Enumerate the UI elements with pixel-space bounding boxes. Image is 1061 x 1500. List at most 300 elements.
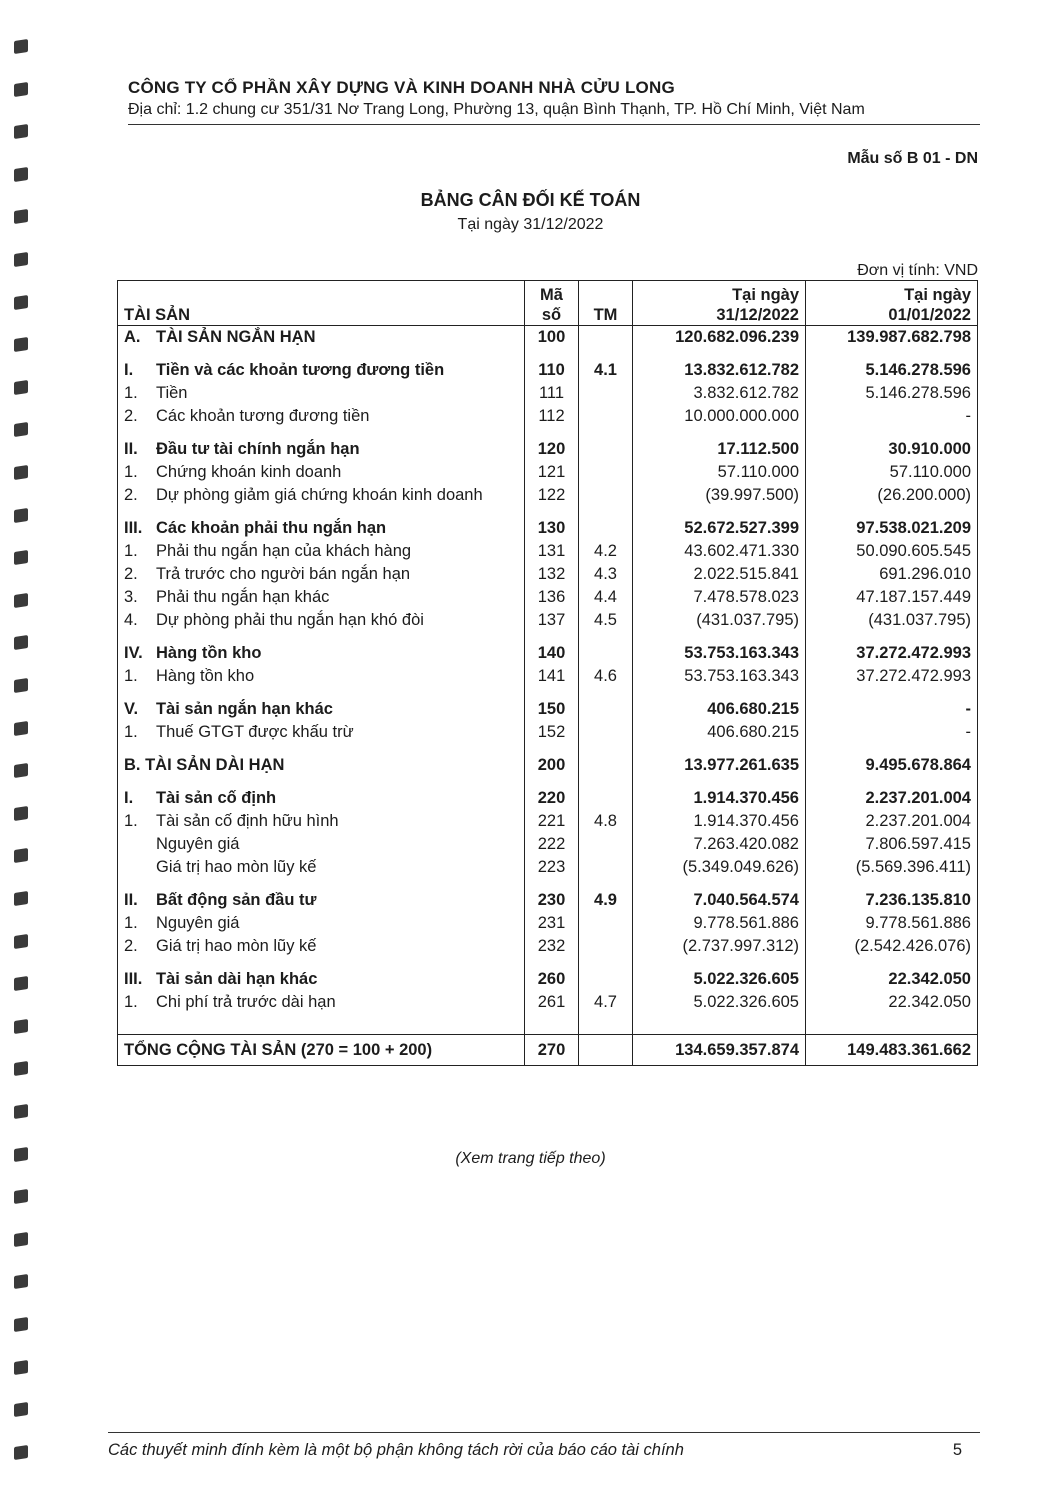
row-note: 4.2 [579,540,633,563]
row-previous-value: 2.237.201.004 [806,810,978,833]
row-current-value: 1.914.370.456 [633,810,806,833]
row-code: 120 [525,438,579,461]
spacer-cell [633,879,806,889]
binding-hole [14,763,28,778]
table-row [118,517,978,540]
binding-hole [14,1317,28,1332]
row-label [118,665,525,688]
row-current-value: 9.778.561.886 [633,912,806,935]
row-note: 4.3 [579,563,633,586]
row-label [118,563,525,586]
spacer-cell [118,777,525,787]
row-previous-value: 7.236.135.810 [806,889,978,912]
row-index: 3. [124,588,138,606]
row-index: 1. [124,667,138,685]
binding-hole [14,976,28,991]
row-index: 4. [124,611,138,629]
row-previous-value: 9.495.678.864 [806,754,978,777]
spacer-cell [806,349,978,359]
total-note [579,1035,633,1066]
row-current-value: 13.977.261.635 [633,754,806,777]
row-note: 4.7 [579,991,633,1014]
row-previous-value: (2.542.426.076) [806,935,978,958]
spacer-cell [525,879,579,889]
row-note [579,856,633,879]
spacer-row [118,879,978,889]
spacer-cell [118,507,525,517]
spacer-cell [633,428,806,438]
row-label-text: Chứng khoán kinh doanh [156,463,342,481]
row-current-value: (39.997.500) [633,484,806,507]
row-label [118,405,525,428]
spacer-row [118,632,978,642]
balance-sheet-table [117,280,978,1066]
binding-hole [14,1104,28,1119]
header-note: TM [579,281,633,326]
row-note [579,787,633,810]
table-row [118,665,978,688]
spacer-cell [579,879,633,889]
table-row [118,721,978,744]
row-label [118,382,525,405]
row-code: 261 [525,991,579,1014]
row-label-text: Nguyên giá [156,835,240,853]
row-index: III. [124,970,143,988]
row-current-value: 7.040.564.574 [633,889,806,912]
company-name: CÔNG TY CỔ PHẦN XÂY DỰNG VÀ KINH DOANH NHÀ CỬU LONG [128,78,675,97]
row-code: 122 [525,484,579,507]
row-code: 132 [525,563,579,586]
total-previous-value: 149.483.361.662 [806,1035,978,1066]
row-current-value: 7.478.578.023 [633,586,806,609]
spacer-cell [525,777,579,787]
spacer-cell [806,744,978,754]
binding-hole [14,721,28,736]
row-current-value: 43.602.471.330 [633,540,806,563]
row-current-value: 52.672.527.399 [633,517,806,540]
row-index: A. [124,328,141,346]
document-header [128,78,980,125]
spacer-row [118,1024,978,1035]
spacer-cell [806,688,978,698]
table-row [118,563,978,586]
row-note [579,935,633,958]
spacer-cell [118,632,525,642]
row-note [579,698,633,721]
row-label [118,968,525,991]
row-current-value: 53.753.163.343 [633,642,806,665]
row-label-text: Dự phòng giảm giá chứng khoán kinh doanh [156,486,483,504]
row-code: 112 [525,405,579,428]
spacer-cell [525,632,579,642]
binding-hole [14,934,28,949]
row-label [118,833,525,856]
row-label-text: Dự phòng phải thu ngắn hạn khó đòi [156,611,424,629]
spacer-cell [579,428,633,438]
row-code: 232 [525,935,579,958]
spacer-cell [579,349,633,359]
row-previous-value: 37.272.472.993 [806,642,978,665]
page-number: 5 [952,1441,962,1459]
binding-hole [14,1232,28,1247]
row-note: 4.8 [579,810,633,833]
spacer-cell [806,1014,978,1024]
continue-note: (Xem trang tiếp theo) [455,1150,606,1167]
row-note [579,754,633,777]
row-current-value: 57.110.000 [633,461,806,484]
row-label-text: Tiền [156,384,188,402]
binding-hole [14,124,28,139]
row-label [118,810,525,833]
binding-hole [14,39,28,54]
table-row [118,326,978,350]
row-index: 2. [124,565,138,583]
row-previous-value: 97.538.021.209 [806,517,978,540]
table-row [118,438,978,461]
spacer-row [118,958,978,968]
spacer-cell [633,777,806,787]
table-row [118,461,978,484]
row-label [118,754,525,777]
spacer-cell [525,958,579,968]
row-note [579,517,633,540]
row-label-text: Chi phí trả trước dài hạn [156,993,336,1011]
row-code: 220 [525,787,579,810]
row-index: 1. [124,463,138,481]
page-footer [108,1432,980,1460]
header-code-line1: Mã [540,286,563,304]
spacer-cell [525,1014,579,1024]
row-previous-value: 9.778.561.886 [806,912,978,935]
spacer-cell [633,632,806,642]
row-index: 1. [124,723,138,741]
row-code: 231 [525,912,579,935]
row-label-text: Trả trước cho người bán ngắn hạn [156,565,411,583]
row-current-value: 1.914.370.456 [633,787,806,810]
spacer-cell [118,1024,525,1035]
table-row [118,698,978,721]
row-note: 4.6 [579,665,633,688]
row-previous-value: 30.910.000 [806,438,978,461]
binding-hole [14,82,28,97]
row-note [579,912,633,935]
row-previous-value: 5.146.278.596 [806,359,978,382]
header-current-line2: 31/12/2022 [716,306,799,324]
row-current-value: 5.022.326.605 [633,991,806,1014]
row-label-text: Tiền và các khoản tương đương tiền [156,361,445,379]
table-row [118,609,978,632]
row-note [579,382,633,405]
total-current-value: 134.659.357.874 [633,1035,806,1066]
row-label [118,912,525,935]
page-title: BẢNG CÂN ĐỐI KẾ TOÁN [420,190,641,210]
row-current-value: 17.112.500 [633,438,806,461]
row-code: 136 [525,586,579,609]
row-previous-value: - [806,721,978,744]
row-previous-value: 691.296.010 [806,563,978,586]
spacer-cell [118,879,525,889]
row-code: 121 [525,461,579,484]
row-previous-value: 57.110.000 [806,461,978,484]
binding-hole [14,252,28,267]
header-previous [806,281,978,326]
row-current-value: 406.680.215 [633,721,806,744]
binding-hole [14,1402,28,1417]
spacer-row [118,428,978,438]
table-row [118,889,978,912]
spacer-cell [806,428,978,438]
row-label [118,935,525,958]
spacer-cell [525,507,579,517]
binding-hole [14,1019,28,1034]
spacer-cell [579,777,633,787]
spacer-row [118,1014,978,1024]
spacer-cell [579,1014,633,1024]
spacer-row [118,349,978,359]
row-current-value: (5.349.049.626) [633,856,806,879]
row-label-text: Đầu tư tài chính ngắn hạn [156,440,360,458]
row-previous-value: (431.037.795) [806,609,978,632]
footer-text: Các thuyết minh đính kèm là một bộ phận không tách rời của báo cáo tài chính [108,1441,684,1459]
row-index: I. [124,361,134,379]
spacer-cell [806,507,978,517]
row-index: 2. [124,486,138,504]
row-label-text: Bất động sản đầu tư [156,891,317,909]
spacer-cell [579,744,633,754]
row-code: 100 [525,326,579,350]
row-code: 110 [525,359,579,382]
row-label-text: Các khoản tương đương tiền [156,407,370,425]
header-previous-line1: Tại ngày [904,286,971,304]
row-label-text: Thuế GTGT được khấu trừ [156,723,354,741]
header-previous-line2: 01/01/2022 [888,306,971,324]
spacer-cell [806,1024,978,1035]
row-label-text: B. TÀI SẢN DÀI HẠN [124,756,285,774]
row-code: 230 [525,889,579,912]
row-code: 131 [525,540,579,563]
row-label [118,721,525,744]
form-code: Mẫu số B 01 - DN [847,150,978,167]
spacer-cell [525,1024,579,1035]
row-previous-value: 50.090.605.545 [806,540,978,563]
row-label-text: Giá trị hao mòn lũy kế [156,858,317,876]
row-current-value: 2.022.515.841 [633,563,806,586]
total-label: TỔNG CỘNG TÀI SẢN (270 = 100 + 200) [118,1035,525,1066]
row-index: 2. [124,407,138,425]
spacer-row [118,507,978,517]
table-row [118,912,978,935]
binding-hole [14,508,28,523]
row-label-text: Phải thu ngắn hạn khác [156,588,330,606]
row-label-text: Hàng tồn kho [156,667,255,685]
row-previous-value: 5.146.278.596 [806,382,978,405]
row-code: 152 [525,721,579,744]
row-current-value: 3.832.612.782 [633,382,806,405]
spacer-cell [633,744,806,754]
row-code: 221 [525,810,579,833]
row-label [118,787,525,810]
row-index: IV. [124,644,143,662]
table-row [118,586,978,609]
row-label [118,586,525,609]
row-current-value: (431.037.795) [633,609,806,632]
row-note [579,721,633,744]
spacer-cell [118,958,525,968]
row-index: II. [124,891,138,909]
row-previous-value: 2.237.201.004 [806,787,978,810]
table-row [118,833,978,856]
row-note [579,438,633,461]
row-note: 4.4 [579,586,633,609]
row-code: 222 [525,833,579,856]
row-label-text: Nguyên giá [156,914,240,932]
table-row [118,484,978,507]
row-label-text: Giá trị hao mòn lũy kế [156,937,317,955]
row-index: 1. [124,993,138,1011]
row-previous-value: 37.272.472.993 [806,665,978,688]
row-current-value: (2.737.997.312) [633,935,806,958]
binding-hole [14,550,28,565]
binding-hole [14,1061,28,1076]
row-note [579,326,633,350]
spacer-cell [118,428,525,438]
row-code: 130 [525,517,579,540]
row-label [118,484,525,507]
spacer-cell [579,1024,633,1035]
table-header-row [118,281,978,326]
binding-hole [14,1360,28,1375]
row-current-value: 53.753.163.343 [633,665,806,688]
row-label [118,698,525,721]
row-index: II. [124,440,138,458]
row-note: 4.9 [579,889,633,912]
binding-hole [14,678,28,693]
row-label [118,359,525,382]
row-index: 1. [124,542,138,560]
row-code: 200 [525,754,579,777]
binding-hole [14,337,28,352]
binding-hole [14,167,28,182]
spacer-cell [118,1014,525,1024]
spacer-cell [118,744,525,754]
row-note [579,405,633,428]
binding-hole [14,422,28,437]
table-row [118,754,978,777]
row-code: 223 [525,856,579,879]
table-row [118,810,978,833]
row-note: 4.5 [579,609,633,632]
row-label-text: Các khoản phải thu ngắn hạn [156,519,387,537]
header-assets: TÀI SẢN [118,281,525,326]
binding-hole [14,380,28,395]
spacer-cell [579,507,633,517]
spacer-cell [806,632,978,642]
row-label [118,889,525,912]
row-previous-value: (5.569.396.411) [806,856,978,879]
row-current-value: 406.680.215 [633,698,806,721]
row-label [118,991,525,1014]
row-label [118,642,525,665]
binding-hole [14,806,28,821]
binding-hole [14,848,28,863]
row-index: V. [124,700,139,718]
spacer-cell [633,507,806,517]
row-code: 150 [525,698,579,721]
header-code [525,281,579,326]
table-row [118,787,978,810]
spacer-cell [806,958,978,968]
row-label-text: Tài sản cố định [156,789,277,807]
table-row [118,359,978,382]
table-row [118,382,978,405]
row-current-value: 5.022.326.605 [633,968,806,991]
binding-hole [14,593,28,608]
binding-holes [14,40,38,1480]
row-note [579,833,633,856]
row-previous-value: (26.200.000) [806,484,978,507]
row-index: 1. [124,384,138,402]
binding-hole [14,1274,28,1289]
total-code: 270 [525,1035,579,1066]
row-label [118,517,525,540]
binding-hole [14,465,28,480]
row-current-value: 120.682.096.239 [633,326,806,350]
row-label-text: Phải thu ngắn hạn của khách hàng [156,542,412,560]
spacer-cell [525,428,579,438]
spacer-cell [633,349,806,359]
row-label [118,438,525,461]
spacer-cell [525,688,579,698]
row-previous-value: 47.187.157.449 [806,586,978,609]
binding-hole [14,635,28,650]
spacer-cell [633,688,806,698]
row-previous-value: 7.806.597.415 [806,833,978,856]
row-previous-value: 22.342.050 [806,968,978,991]
table-row [118,968,978,991]
row-label-text: Tài sản dài hạn khác [156,970,318,988]
spacer-cell [806,777,978,787]
spacer-cell [633,958,806,968]
table-row [118,935,978,958]
row-note [579,461,633,484]
binding-hole [14,1189,28,1204]
header-current-line1: Tại ngày [732,286,799,304]
spacer-row [118,777,978,787]
spacer-cell [633,1014,806,1024]
row-note [579,968,633,991]
row-code: 141 [525,665,579,688]
row-current-value: 10.000.000.000 [633,405,806,428]
row-code: 260 [525,968,579,991]
row-label [118,326,525,350]
binding-hole [14,1445,28,1460]
row-label-text: Hàng tồn kho [156,644,262,662]
row-previous-value: 22.342.050 [806,991,978,1014]
spacer-cell [525,349,579,359]
row-previous-value: 139.987.682.798 [806,326,978,350]
row-code: 111 [525,382,579,405]
binding-hole [14,891,28,906]
row-label [118,540,525,563]
row-label [118,856,525,879]
row-previous-value: - [806,405,978,428]
row-index: 1. [124,812,138,830]
table-row [118,540,978,563]
spacer-row [118,688,978,698]
row-note [579,642,633,665]
spacer-cell [118,349,525,359]
report-date: Tại ngày 31/12/2022 [457,216,604,233]
